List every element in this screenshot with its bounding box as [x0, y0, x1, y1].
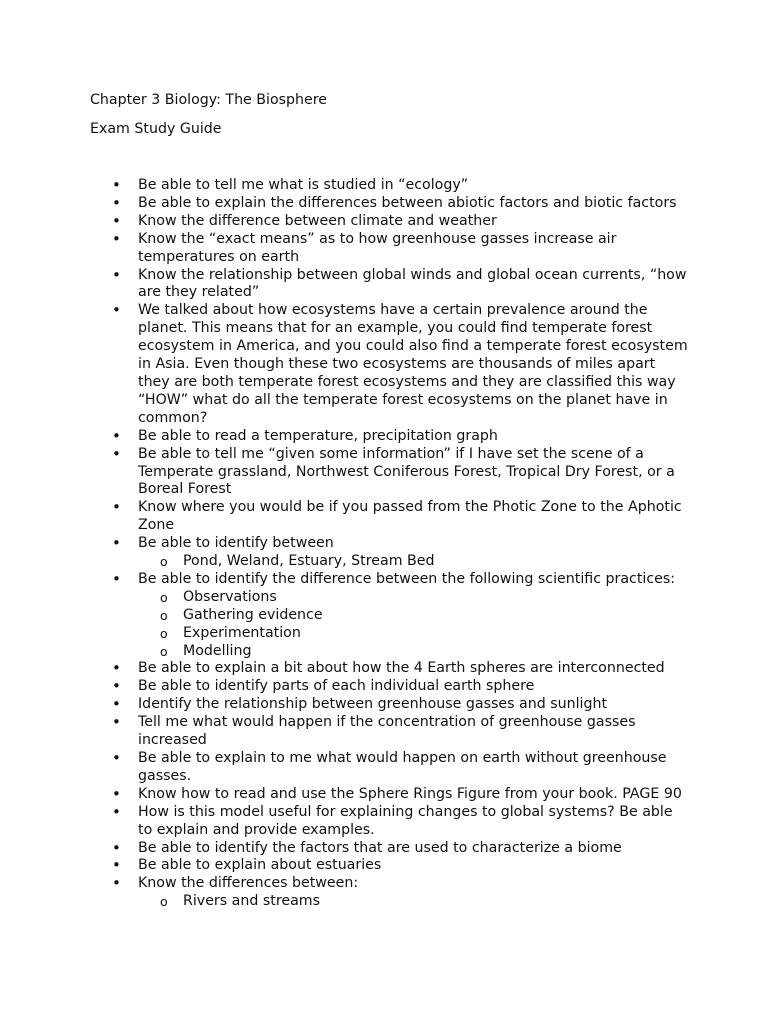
list-item-text: Be able to tell me “given some information” if I have set the scene of a Temperate grassland, Northwest Coniferous Forest, Tropical Dry Forest, or a Boreal Forest: [138, 445, 675, 498]
bullet-icon: •: [112, 265, 121, 284]
list-item: [90, 660, 690, 678]
bullet-icon: •: [112, 426, 121, 445]
bullet-icon: •: [112, 695, 121, 714]
list-item-text: Be able to identify between: [138, 535, 334, 552]
list-item-text: How is this model useful for explaining changes to global systems? Be able to explain and provide examples.: [138, 803, 673, 838]
list-item: [90, 499, 690, 535]
bullet-icon: •: [112, 802, 121, 821]
circle-bullet-icon: o: [160, 625, 168, 641]
list-item-text: Know the differences between:: [138, 875, 359, 892]
bullet-icon: •: [112, 193, 121, 212]
list-item-text: Be able to explain a bit about how the 4 Earth spheres are interconnected: [138, 660, 665, 677]
list-item-text: Be able to tell me what is studied in “ecology”: [138, 177, 469, 193]
bullet-icon: •: [112, 749, 121, 767]
list-item-text: Be able to identify parts of each individual earth sphere: [138, 678, 535, 695]
list-item: [90, 231, 690, 267]
list-item-text: We talked about how ecosystems have a certain prevalence around the planet. This means that for an example, you could find temperate forest ecosystem in America, and you could also find a temperate forest ecosystem in Asia. Even though these two ecosystems are thousands of miles apart they are both temperate forest ecosystems and they are classified this way “HOW” what do all the temperate forest ecosystems on the planet have in common?: [138, 302, 688, 426]
list-item-text: Know the “exact means” as to how greenhouse gasses increase air temperatures on earth: [138, 230, 617, 265]
bullet-icon: •: [112, 444, 121, 463]
circle-bullet-icon: o: [160, 607, 168, 623]
list-item: [90, 804, 690, 840]
list-item: [90, 840, 690, 858]
list-item: [90, 714, 690, 750]
document-title: Chapter 3 Biology: The Biosphere: [90, 92, 328, 108]
list-item-text: Be able to explain the differences between abiotic factors and biotic factors: [138, 194, 677, 211]
document-subtitle: Exam Study Guide: [90, 121, 222, 137]
bullet-icon: •: [112, 229, 121, 248]
list-item-text: Know where you would be if you passed from the Photic Zone to the Aphotic Zone: [138, 499, 682, 534]
list-item-text: Tell me what would happen if the concentration of greenhouse gasses increased: [138, 714, 636, 749]
bullet-icon: •: [112, 856, 121, 875]
list-item-text: Be able to explain about estuaries: [138, 857, 382, 874]
circle-bullet-icon: o: [160, 589, 168, 605]
study-guide-list: [90, 177, 690, 911]
list-item: [90, 857, 690, 875]
sub-list-item: [90, 607, 690, 625]
list-item: [90, 535, 690, 553]
bullet-icon: •: [112, 498, 121, 517]
list-item: [90, 195, 690, 213]
list-item: [90, 875, 690, 893]
sub-list-item: [90, 893, 690, 911]
bullet-icon: •: [112, 677, 121, 696]
bullet-icon: •: [112, 534, 121, 553]
list-item: [90, 678, 690, 696]
circle-bullet-icon: o: [160, 554, 168, 570]
circle-bullet-icon: o: [160, 894, 168, 910]
sub-list-item: [90, 589, 690, 607]
sub-list-item-text: Gathering evidence: [183, 606, 323, 623]
bullet-icon: •: [112, 659, 121, 678]
bullet-icon: •: [112, 569, 121, 588]
list-item: [90, 267, 690, 303]
sub-list-item-text: Observations: [183, 588, 277, 605]
bullet-icon: •: [112, 176, 121, 194]
list-item-text: Know the relationship between global winds and global ocean currents, “how are they related”: [138, 266, 687, 301]
list-item-text: Identify the relationship between greenhouse gasses and sunlight: [138, 696, 608, 713]
list-item: [90, 696, 690, 714]
sub-list-item-text: Experimentation: [183, 624, 301, 641]
bullet-icon: •: [112, 874, 121, 893]
sub-list-item-text: Modelling: [183, 642, 252, 659]
list-item-text: Know how to read and use the Sphere Rings Figure from your book. PAGE 90: [138, 785, 682, 802]
list-item: [90, 302, 690, 427]
sub-list-item: [90, 625, 690, 643]
sub-list-item-text: Rivers and streams: [183, 893, 320, 910]
list-item-text: Be able to explain to me what would happen on earth without greenhouse gasses.: [138, 750, 667, 784]
list-item-text: Be able to read a temperature, precipitation graph: [138, 427, 498, 444]
circle-bullet-icon: o: [160, 643, 168, 659]
sub-list-item: [90, 553, 690, 571]
list-item: [90, 428, 690, 446]
bullet-icon: •: [112, 838, 121, 857]
list-item: [90, 571, 690, 589]
bullet-icon: •: [112, 784, 121, 803]
list-item: [90, 177, 690, 195]
list-item-text: Be able to identify the factors that are used to characterize a biome: [138, 839, 622, 856]
bullet-icon: •: [112, 211, 121, 230]
list-item-text: Be able to identify the difference between the following scientific practices:: [138, 570, 676, 587]
bullet-icon: •: [112, 713, 121, 732]
list-item: [90, 213, 690, 231]
sub-list-item: [90, 643, 690, 661]
sub-list-item-text: Pond, Weland, Estuary, Stream Bed: [183, 553, 435, 570]
list-item: [90, 750, 690, 786]
list-item-text: Know the difference between climate and weather: [138, 212, 497, 229]
bullet-icon: •: [112, 301, 121, 320]
list-item: [90, 446, 690, 500]
list-item: [90, 786, 690, 804]
